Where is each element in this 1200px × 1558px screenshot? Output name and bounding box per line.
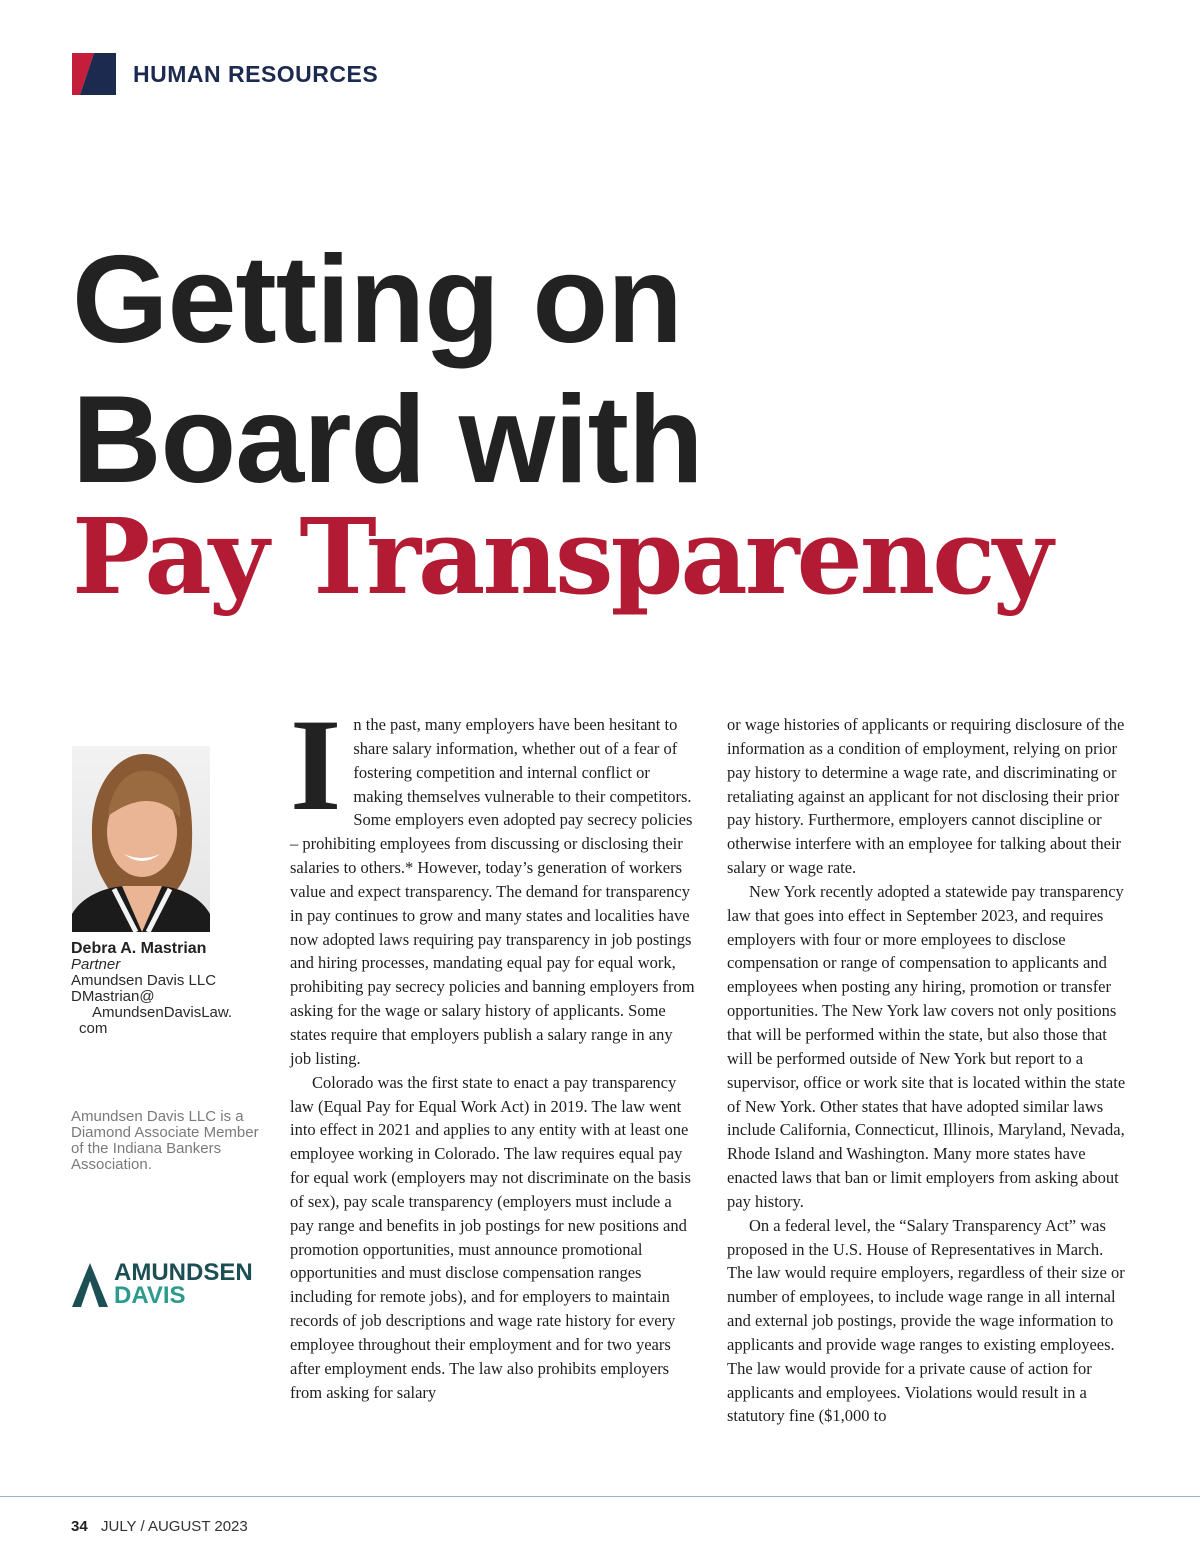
logo-text-line-2: DAVIS [114, 1282, 186, 1309]
section-label: HUMAN RESOURCES [133, 61, 379, 87]
drop-cap: I [290, 691, 342, 838]
article-paragraph [290, 691, 695, 1071]
author-name: Debra A. Mastrian [71, 940, 207, 957]
section-flag-icon [72, 53, 116, 95]
article-column-2 [727, 713, 1132, 1428]
article-paragraph: or wage histories of applicants or requiring disclosure of the information as a condition of employment, relying on prior pay history to determine a wage rate, and discriminating or retaliating against an applicant for not disclosing their prior pay history. Furthermore, employers cannot discipline or otherwise interfere with an employee for talking about their salary or wage rate. [727, 715, 1125, 878]
author-photo [72, 746, 210, 932]
article-column-1 [290, 691, 695, 1404]
association-note: Amundsen Davis LLC is a Diamond Associate Member of the Indiana Bankers Association. [71, 1108, 259, 1173]
amundsen-davis-logo [72, 1261, 262, 1311]
headline-line-2: Board with [72, 371, 703, 509]
author-firm: Amundsen Davis LLC [71, 972, 217, 989]
headline-line-1: Getting on [72, 231, 682, 369]
logo-triangle-icon [72, 1263, 108, 1307]
footer-divider [0, 1496, 1200, 1497]
author-email-line-2: AmundsenDavisLaw. [92, 1004, 233, 1021]
headline-line-3: Pay Transparency [72, 495, 1051, 618]
issue-date: JULY / AUGUST 2023 [101, 1518, 248, 1535]
author-email-line-3: com [79, 1020, 108, 1037]
author-info [71, 941, 261, 1037]
author-title: Partner [71, 956, 121, 973]
author-email-line-1: DMastrian@ [71, 988, 155, 1005]
logo-text-line-1: AMUNDSEN [114, 1259, 253, 1286]
article-paragraph: Colorado was the first state to enact a pay transparency law (Equal Pay for Equal Work Act) in 2019. The law went into effect in 2021 and applies to any entity with at least one employee working in Colorado. The law requires equal pay for equal work (employers may not discriminate on the basis of sex), pay scale transparency (employers must include a pay range and benefits in job postings for new positions and promotion opportunities, must announce promotional opportunities and must disclose compensation ranges including for remote jobs), and for employers to maintain records of job descriptions and wage rate history for every employee throughout their employment and for two years after employment ends. The law also prohibits employers from asking for salary [290, 1072, 691, 1402]
page-number: 34 [71, 1518, 88, 1535]
article-paragraph: On a federal level, the “Salary Transparency Act” was proposed in the U.S. House of Representatives in March. The law would require employers, regardless of their size or number of employees, to include wage range in all internal and external job postings, provide the wage information to applicants and provide wage ranges to existing employees. The law would provide for a private cause of action for applicants and employees. Violations would result in a statutory fine ($1,000 to [727, 1215, 1125, 1426]
article-paragraph: New York recently adopted a statewide pay transparency law that goes into effect in September 2023, and requires employers with four or more employees to disclose compensation or range of compensation to applicants and employees when posting any hiring, promotion or transfer opportunities. The New York law covers not only positions that will be performed within the state, but also those that will be performed outside of New York but report to a supervisor, office or work site that is located within the state of New York. Other states that have adopted similar laws include California, Connecticut, Illinois, Maryland, Nevada, Rhode Island and Washington. Many more states have enacted laws that ban or limit employers from asking about pay history. [727, 881, 1126, 1211]
paragraph-text: n the past, many employers have been hesitant to share salary information, whether out of a fear of fostering competition and internal conflict or making themselves vulnerable to their competitors. Some employers even adopted pay secrecy policies – prohibiting employees from discussing or disclosing their salaries to others.* However, today’s generation of workers value and expect transparency. The demand for transparency in pay continues to grow and many states and localities have now adopted laws requiring pay transparency in job postings and hiring processes, mandating equal pay for equal work, prohibiting pay secrecy policies and banning employers from asking for the wage or salary history of applicants. Some states require that employers publish a salary range in any job listing. [290, 715, 695, 1068]
